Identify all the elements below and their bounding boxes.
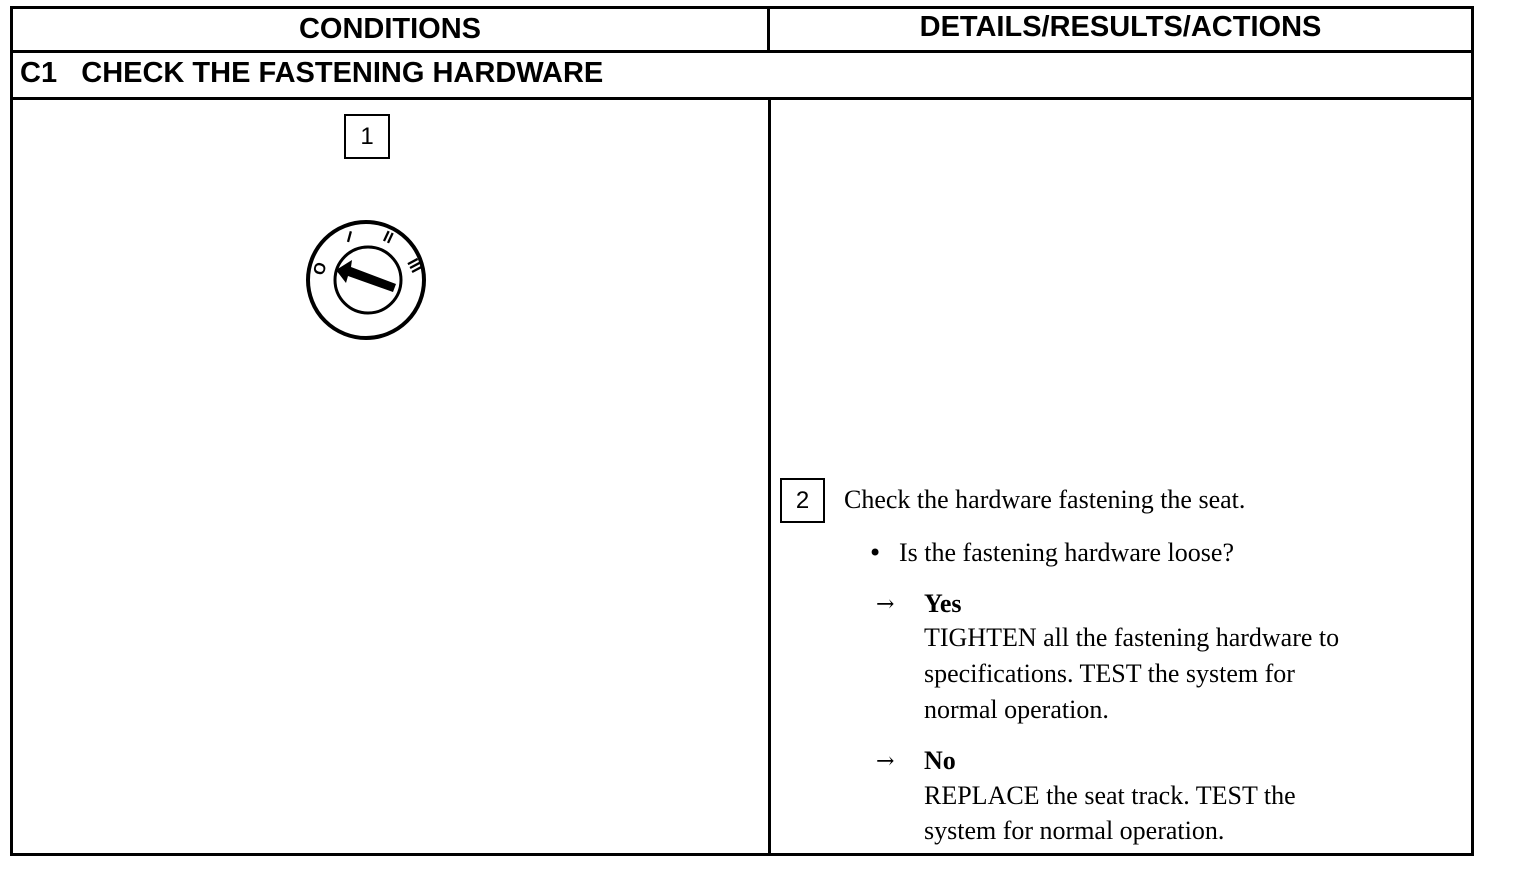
table-frame <box>10 6 1474 856</box>
switch-position-2: II <box>380 228 396 248</box>
section-title <box>20 55 603 91</box>
outcome-yes-line-3: normal operation. <box>924 695 1109 724</box>
header-divider <box>10 50 1474 53</box>
step-1-box: 1 <box>344 114 390 159</box>
outcome-no-line-1: REPLACE the seat track. TEST the <box>924 781 1296 810</box>
section-title-text: CHECK THE FASTENING HARDWARE <box>81 57 604 89</box>
details-header: DETAILS/RESULTS/ACTIONS <box>919 11 1322 43</box>
section-divider <box>10 97 1474 100</box>
section-id: C1 <box>20 57 58 89</box>
ignition-switch-icon <box>300 214 434 346</box>
body-column-divider <box>768 97 771 856</box>
switch-position-3: III <box>403 256 425 276</box>
step-2-question: Is the fastening hardware loose? <box>899 538 1234 567</box>
outcome-no-line-2: system for normal operation. <box>924 816 1225 845</box>
outcome-yes-line-1: TIGHTEN all the fastening hardware to <box>924 623 1340 652</box>
arrow-right-icon: → <box>876 592 895 617</box>
step-2-box: 2 <box>780 478 825 523</box>
outcome-yes-label: Yes <box>924 589 962 618</box>
bullet-icon: • <box>868 539 883 567</box>
conditions-header: CONDITIONS <box>298 13 482 45</box>
step-2-instruction: Check the hardware fastening the seat. <box>844 485 1246 514</box>
arrow-right-icon: → <box>876 749 895 774</box>
outcome-yes-line-2: specifications. TEST the system for <box>924 659 1295 688</box>
switch-position-1: I <box>344 228 354 247</box>
switch-position-off: O <box>310 260 331 278</box>
outcome-no-label: No <box>924 746 956 775</box>
